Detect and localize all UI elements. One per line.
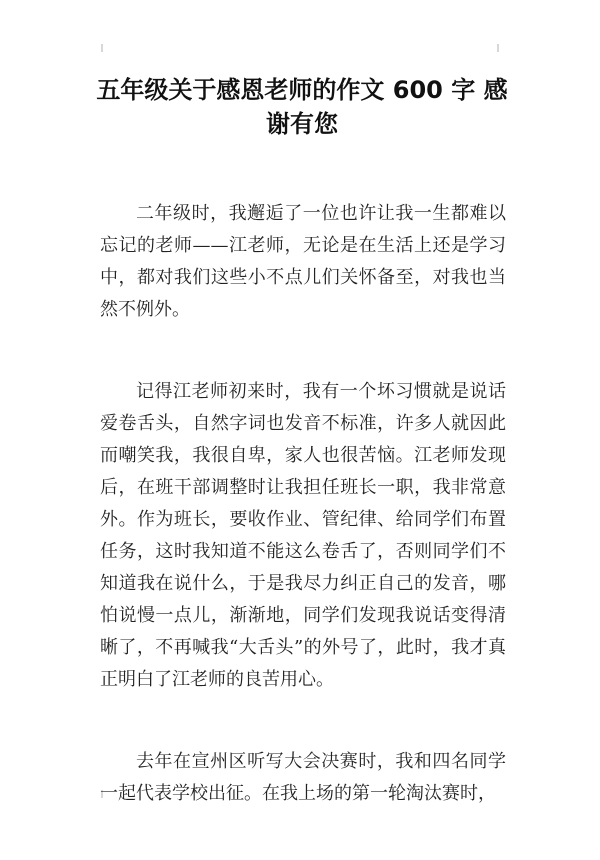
page-corner-mark [497,44,499,52]
paragraph: 记得江老师初来时，我有一个坏习惯就是说话爱卷舌头，自然字词也发音不标准，许多人就因此而嘲笑我，我很自卑，家人也很苦恼。江老师发现后，在班干部调整时让我担任班长一职，我非常意外。作为班长，要收作业、管纪律、给同学们布置任务，这时我知道不能这么卷舌了，否则同学们不知道我在说什么，于是我尽力纠正自己的发音，哪怕说慢一点儿，渐渐地，同学们发现我说话变得清晰了，不再喊我“大舌头”的外号了，此时，我才真正明白了江老师的良苦用心。 [100,381,506,690]
page-corner-mark [101,44,103,52]
paragraph: 二年级时，我邂逅了一位也许让我一生都难以忘记的老师——江老师，无论是在生活上还是学习中，都对我们这些小不点儿们关怀备至，对我也当然不例外。 [100,203,506,320]
document-body [100,198,506,860]
document-title: 五年级关于感恩老师的作文 600 字 感谢有您 [96,76,508,138]
paragraph: 去年在宣州区听写大会决赛时，我和四名同学一起代表学校出征。在我上场的第一轮淘汰赛时， [100,751,506,804]
